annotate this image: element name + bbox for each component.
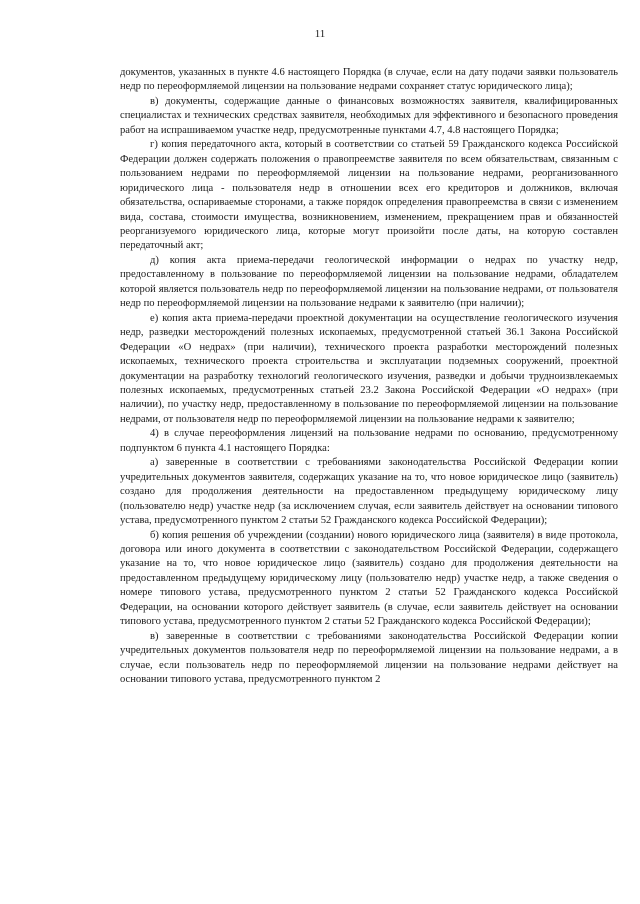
paragraph-item-b-establishment-decision: б) копия решения об учреждении (создании) нового юридического лица (заявителя) в виде протокола, договора или иного документа в соответствии с законодательством Российской Федерации, содержащего указание на то, что новое юридическое лицо (заявитель) создано для продолжения деятельности на предоставленном предыдущему юридическому лицу (пользователю недр) участке недр, а также сведения о номере типового устава, предусмотренного пунктом 2 статьи 52 Гражданского кодекса Российской Федерации, на основании которого действует заявитель (в случае, если заявитель действует на основании типового устава, предусмотренного пунктом 2 статьи 52 Гражданского кодекса Российской Федерации);	[120, 529, 618, 628]
paragraph-continued: документов, указанных в пункте 4.6 настоящего Порядка (в случае, если на дату подачи заявки пользователь недр по переоформляемой лицензии на пользование недрами сохраняет статус юридического лица);	[120, 67, 618, 93]
paragraph-item-e-project-docs: е) копия акта приема-передачи проектной документации на осуществление геологического изучения недр, разведки месторождений полезных ископаемых, предусмотренной статьей 36.1 Закона Российской Федерации «О недрах» (при наличии), технического проекта разработки месторождений полезных ископаемых, технического проекта строительства и эксплуатации подземных сооружений, проектной документации на разработку технологий геологического изучения, разведки и добычи трудноизвлекаемых полезных ископаемых, предусмотренных статьей 23.2 Закона Российской Федерации «О недрах» (при наличии), по участку недр, предоставленному в пользование по переоформляемой лицензии на пользование недрами, от пользователя недр по переоформляемой лицензии на пользование недрами к заявителю;	[120, 312, 618, 425]
page-number: 11	[314, 28, 326, 40]
paragraph-item-v-financial: в) документы, содержащие данные о финансовых возможностях заявителя, квалифицированных специалистах и технических средствах заявителя, необходимых для эффективного и безопасного проведения работ на испрашиваемом участке недр, предусмотренные пунктами 4.7, 4.8 настоящего Порядка;	[120, 95, 618, 136]
document-body	[120, 66, 618, 687]
paragraph-point-4: 4) в случае переоформления лицензий на пользование недрами по основанию, предусмотренному подпунктом 6 пункта 4.1 настоящего Порядка:	[120, 428, 618, 454]
paragraph-item-g-transfer-act: г) копия передаточного акта, который в соответствии со статьей 59 Гражданского кодекса Российской Федерации должен содержать положения о правопреемстве заявителя по всем обязательствам, связанным с пользованием недрами по переоформляемой лицензии на пользование недрами, реорганизованного юридического лица - пользователя недр в отношении всех его кредиторов и должников, включая обязательства, оспариваемые сторонами, а также порядок определения правопреемства в связи с изменением вида, состава, стоимости имущества, возникновением, изменением, прекращением прав и обязанностей реорганизуемого юридического лица, которые могут произойти после даты, на которую составлен передаточный акт;	[120, 139, 618, 252]
paragraph-item-d-geological-info: д) копия акта приема-передачи геологической информации о недрах по участку недр, предоставленному в пользование по переоформляемой лицензии на пользование недрами, обладателем которой является пользователь недр по переоформляемой лицензии на пользование недрами, от пользователя недр по переоформляемой лицензии на пользование недрами к заявителю (при наличии);	[120, 254, 618, 310]
paragraph-item-a-founding-docs: а) заверенные в соответствии с требованиями законодательства Российской Федерации копии учредительных документов заявителя, содержащих указание на то, что новое юридическое лицо (заявитель) создано для продолжения деятельности на предоставленном предыдущему юридическому лицу (пользователю недр) участке недр (за исключением случая, если заявитель действует на основании типового устава, предусмотренного пунктом 2 статьи 52 Гражданского кодекса Российской Федерации);	[120, 457, 618, 527]
paragraph-item-v-founding-docs-user: в) заверенные в соответствии с требованиями законодательства Российской Федерации копии учредительных документов пользователя недр по переоформляемой лицензии на пользование недрами, а в случае, если пользователь недр по переоформляемой лицензии на пользование недрами действует на основании типового устава, предусмотренного пунктом 2	[120, 630, 618, 686]
